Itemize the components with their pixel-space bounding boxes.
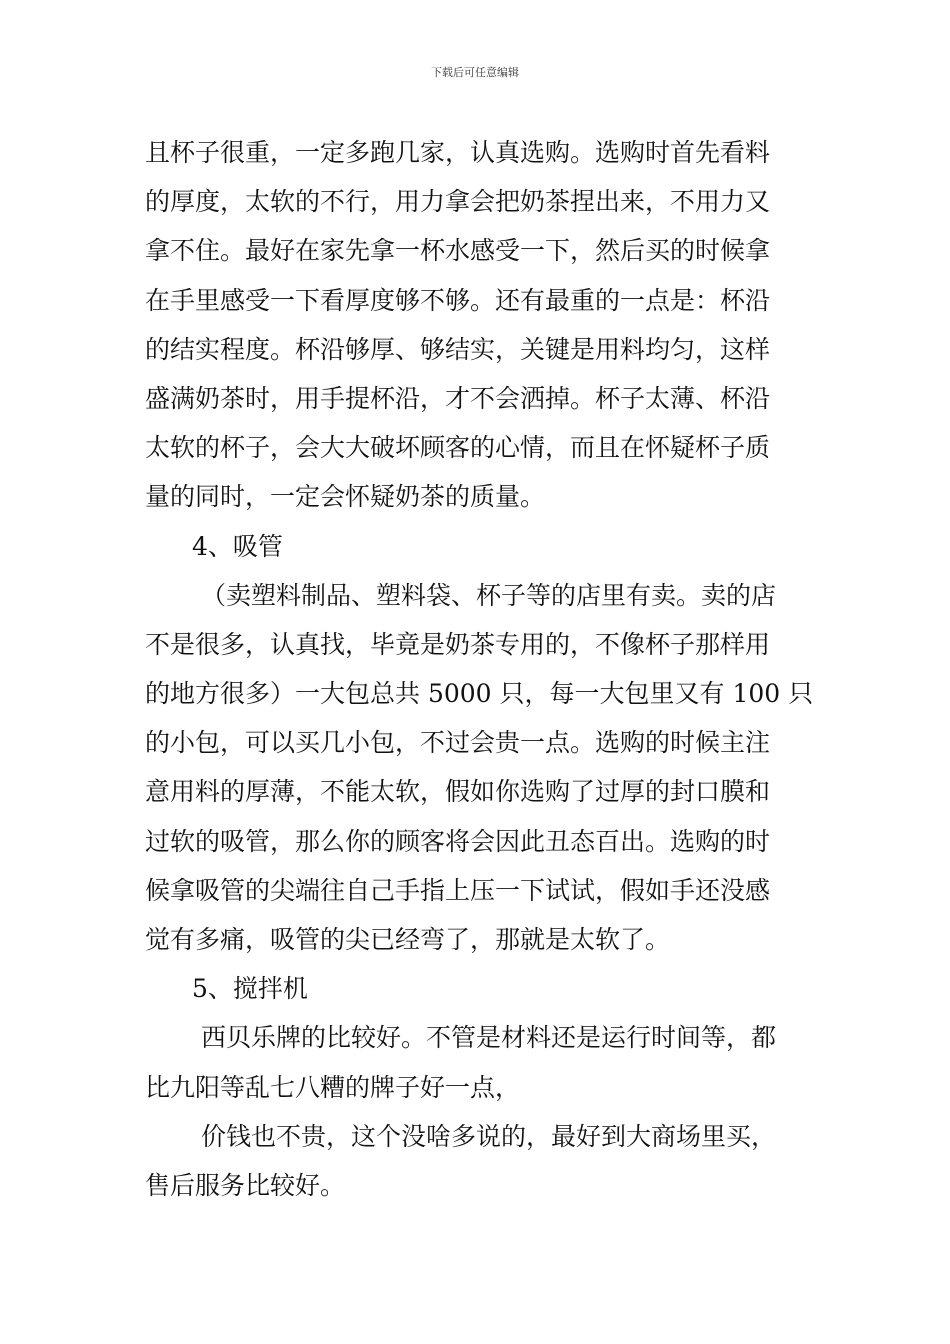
text-line: 比九阳等乱七八糟的牌子好一点， xyxy=(145,1072,521,1102)
text-line: 盛满奶茶时，用手提杯沿，才不会洒掉。杯子太薄、杯沿 xyxy=(145,383,771,413)
text-line: 西贝乐牌的比较好。不管是材料还是运行时间等，都 xyxy=(201,1023,777,1053)
section-heading-straw: 4、吸管 xyxy=(192,531,283,561)
text-line: 候拿吸管的尖端往自己手指上压一下试试，假如手还没感 xyxy=(145,875,771,905)
text-line: （卖塑料制品、塑料袋、杯子等的店里有卖。卖的店 xyxy=(201,580,777,610)
page-header: 下载后可任意编辑 xyxy=(431,66,519,79)
text-line: 的厚度，太软的不行，用力拿会把奶茶捏出来，不用力又 xyxy=(145,187,771,217)
text-line: 觉有多痛，吸管的尖已经弯了，那就是太软了。 xyxy=(145,925,671,954)
text-line: 在手里感受一下看厚度够不够。还有最重的一点是：杯沿 xyxy=(145,285,771,315)
text-line: 售后服务比较好。 xyxy=(145,1170,346,1200)
text-line: 且杯子很重，一定多跑几家，认真选购。选购时首先看料 xyxy=(145,138,771,167)
text-line: 价钱也不贵，这个没啥多说的，最好到大商场里买， xyxy=(201,1121,777,1151)
text-line: 的小包，可以买几小包，不过会贵一点。选购的时候主注 xyxy=(145,728,771,758)
text-line: 的地方很多）一大包总共 5000 只，每一大包里又有 100 只 xyxy=(145,679,814,709)
document-body xyxy=(145,128,814,1210)
section-heading-blender: 5、搅拌机 xyxy=(192,974,308,1004)
text-line: 的结实程度。杯沿够厚、够结实，关键是用料均匀，这样 xyxy=(145,334,771,364)
text-line: 太软的杯子，会大大破坏顾客的心情，而且在怀疑杯子质 xyxy=(145,433,771,463)
text-line: 量的同时，一定会怀疑奶茶的质量。 xyxy=(145,482,546,512)
text-line: 过软的吸管，那么你的顾客将会因此丑态百出。选购的时 xyxy=(145,826,771,856)
text-line: 意用料的厚薄，不能太软，假如你选购了过厚的封口膜和 xyxy=(145,777,771,807)
text-line: 拿不住。最好在家先拿一杯水感受一下，然后买的时候拿 xyxy=(145,236,771,266)
text-line: 不是很多，认真找，毕竟是奶茶专用的，不像杯子那样用 xyxy=(145,629,771,659)
